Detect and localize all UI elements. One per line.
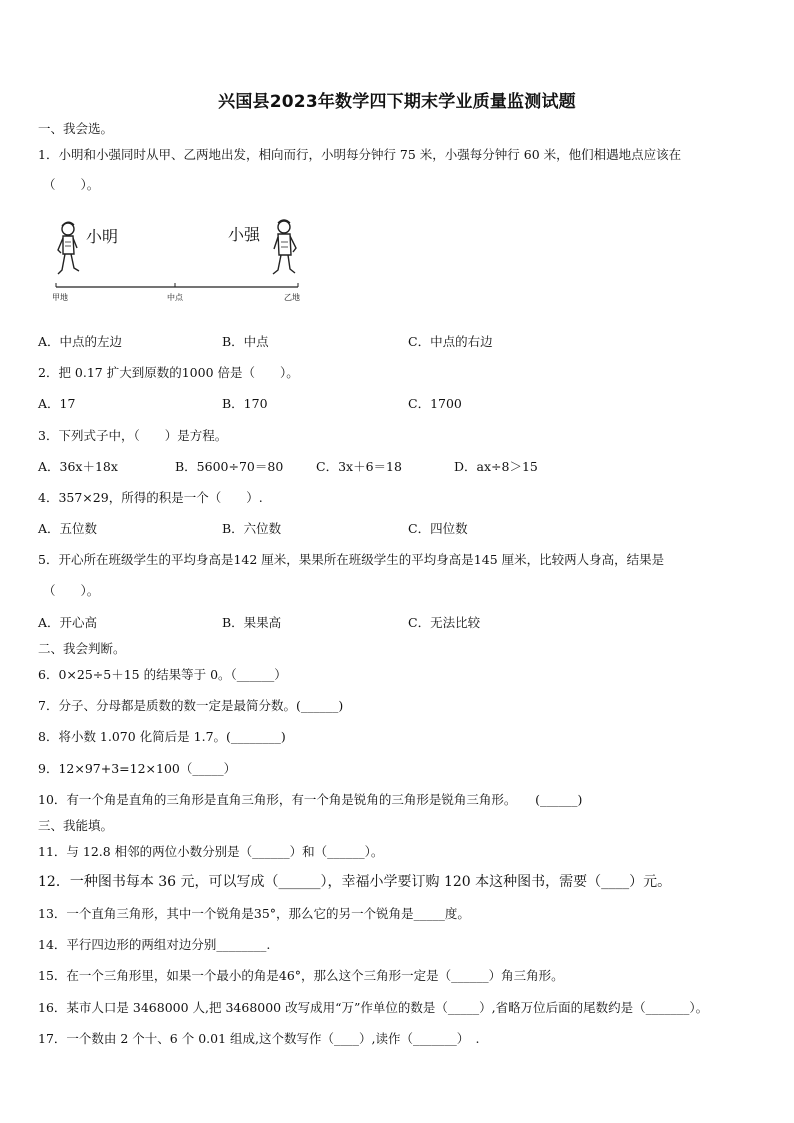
- end-point-label: 乙地: [284, 293, 300, 302]
- question-15-text: 15．在一个三角形里，如果一个最小的角是46°，那么这个三角形一定是（______）角三角形。: [38, 968, 564, 983]
- question-2-option-c[interactable]: C．1700: [408, 396, 462, 411]
- question-5-option-b[interactable]: B．果果高: [222, 615, 282, 630]
- question-6-text: 6．0×25÷5＋15 的结果等于 0。（______）: [38, 667, 287, 682]
- question-17-text: 17．一个数由 2 个十、6 个 0.01 组成,这个数写作（____）,读作（_______） .: [38, 1031, 480, 1046]
- question-3-option-d[interactable]: D．ax÷8＞15: [454, 459, 538, 474]
- question-13-text: 13．一个直角三角形，其中一个锐角是35°，那么它的另一个锐角是_____度。: [38, 906, 470, 921]
- question-5-blank: （ ）。: [43, 583, 100, 598]
- xiaoqiang-label: 小强: [228, 225, 261, 244]
- section-heading-choice: 一、我会选。: [38, 121, 114, 136]
- start-point-label: 甲地: [52, 293, 68, 302]
- question-4-text: 4．357×29，所得的积是一个（ ）.: [38, 490, 263, 505]
- question-2-text: 2．把 0.17 扩大到原数的1000 倍是（ ）。: [38, 365, 299, 380]
- question-4-option-b[interactable]: B．六位数: [222, 521, 282, 536]
- question-2-option-b[interactable]: B．170: [222, 396, 268, 411]
- question-9-text: 9．12×97+3=12×100（_____）: [38, 761, 237, 776]
- question-2-option-a[interactable]: A．17: [38, 396, 76, 411]
- question-4-option-c[interactable]: C．四位数: [408, 521, 468, 536]
- midpoint-label: 中点: [167, 293, 183, 302]
- walking-route-illustration: [52, 212, 307, 307]
- question-5-text: 5．开心所在班级学生的平均身高是142 厘米，果果所在班级学生的平均身高是145 厘米，比较两人身高，结果是: [38, 552, 665, 567]
- question-8-text: 8．将小数 1.070 化简后是 1.7。(________): [38, 729, 286, 744]
- question-1-blank: （ ）。: [43, 177, 100, 192]
- section-heading-judge: 二、我会判断。: [38, 641, 126, 656]
- xiaoqiang-figure: [273, 220, 296, 274]
- question-12-text: 12．一种图书每本 36 元，可以写成（______），幸福小学要订购 120 本这种图书，需要（____）元。: [38, 874, 672, 890]
- question-3-option-b[interactable]: B．5600÷70＝80: [175, 459, 284, 474]
- question-1-option-c[interactable]: C．中点的右边: [408, 334, 493, 349]
- xiaoming-figure: [58, 222, 79, 274]
- question-1-option-a[interactable]: A．中点的左边: [38, 334, 123, 349]
- question-3-option-c[interactable]: C．3x＋6＝18: [316, 459, 402, 474]
- question-3-option-a[interactable]: A．36x＋18x: [38, 459, 118, 474]
- question-1-figure: [52, 212, 307, 307]
- question-14-text: 14．平行四边形的两组对边分别________.: [38, 937, 271, 952]
- question-5-option-a[interactable]: A．开心高: [38, 615, 98, 630]
- question-7-text: 7．分子、分母都是质数的数一定是最简分数。(______): [38, 698, 344, 713]
- question-11-text: 11．与 12.8 相邻的两位小数分别是（______）和（______）。: [38, 844, 384, 859]
- page-title: 兴国县2023年数学四下期末学业质量监测试题: [218, 92, 576, 112]
- question-1-option-b[interactable]: B．中点: [222, 334, 269, 349]
- xiaoming-label: 小明: [86, 227, 119, 246]
- question-1-text: 1．小明和小强同时从甲、乙两地出发，相向而行，小明每分钟行 75 米，小强每分钟行 60 米，他们相遇地点应该在: [38, 147, 682, 162]
- section-heading-fill: 三、我能填。: [38, 818, 114, 833]
- question-10-text: 10．有一个角是直角的三角形是直角三角形，有一个角是锐角的三角形是锐角三角形。 (______): [38, 792, 583, 807]
- question-4-option-a[interactable]: A．五位数: [38, 521, 98, 536]
- question-3-text: 3．下列式子中，（ ）是方程。: [38, 428, 228, 443]
- question-16-text: 16．某市人口是 3468000 人,把 3468000 改写成用“万”作单位的数是（_____）,省略万位后面的尾数约是（_______）。: [38, 1000, 709, 1015]
- question-5-option-c[interactable]: C．无法比较: [408, 615, 481, 630]
